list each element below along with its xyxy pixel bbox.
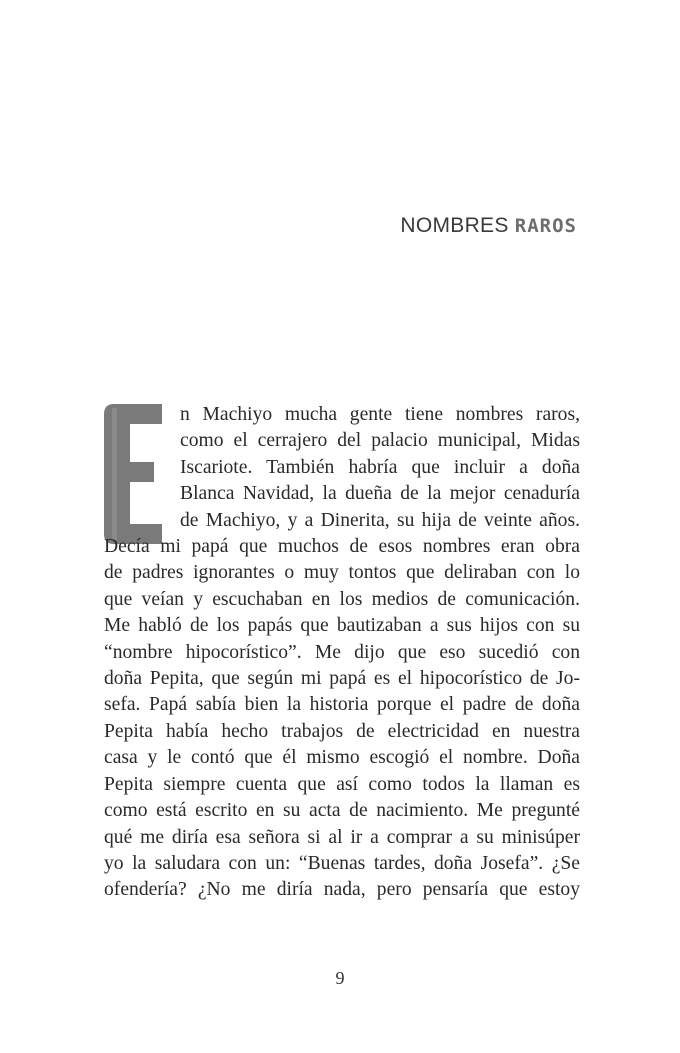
text-line: Blanca Navidad, la dueña de la mejor cenaduría [180, 483, 580, 505]
text-line: como el cerrajero del palacio municipal, Midas [180, 430, 580, 452]
text-line: n Machiyo mucha gente tiene nombres raros, [180, 404, 580, 425]
text-line: de Machiyo, y a Dinerita, su hija de veinte años. [180, 509, 580, 531]
chapter-title [400, 214, 577, 238]
text-line: Me habló de los papás que bautizaban a sus hijos con su [104, 615, 580, 637]
page-number: 9 [335, 968, 345, 988]
text-line: casa y le contó que él mismo escogió el nombre. Doña [104, 747, 580, 769]
body-paragraph [104, 402, 580, 904]
text-line: doña Pepita, que según mi papá es el hipocorístico de Jo- [104, 668, 580, 690]
text-line: yo la saludara con un: “Buenas tardes, doña Josefa”. ¿Se [104, 852, 580, 874]
text-line: Iscariote. También habría que incluir a doña [180, 456, 580, 478]
text-line: qué me diría esa señora si al ir a comprar a su minisúper [104, 826, 580, 848]
text-line: como está escrito en su acta de nacimiento. Me pregunté [104, 800, 580, 822]
text-line: de padres ignorantes o muy tontos que deliraban con lo [104, 562, 580, 584]
chapter-title-decorative: RAROS [514, 215, 577, 237]
text-line: sefa. Papá sabía bien la historia porque el padre de doña [104, 694, 580, 716]
text-line: Decía mi papá que muchos de esos nombres eran obra [104, 536, 580, 558]
text-line: “nombre hipocorístico”. Me dijo que eso sucedió con [104, 641, 580, 663]
text-line: Pepita siempre cuenta que así como todos la llaman es [104, 773, 580, 795]
text-line: ofendería? ¿No me diría nada, pero pensaría que estoy [104, 879, 580, 901]
chapter-title-plain: NOMBRES [400, 214, 515, 237]
text-line: Pepita había hecho trabajos de electricidad en nuestra [104, 720, 580, 742]
text-line: que veían y escuchaban en los medios de comunicación. [104, 588, 580, 610]
